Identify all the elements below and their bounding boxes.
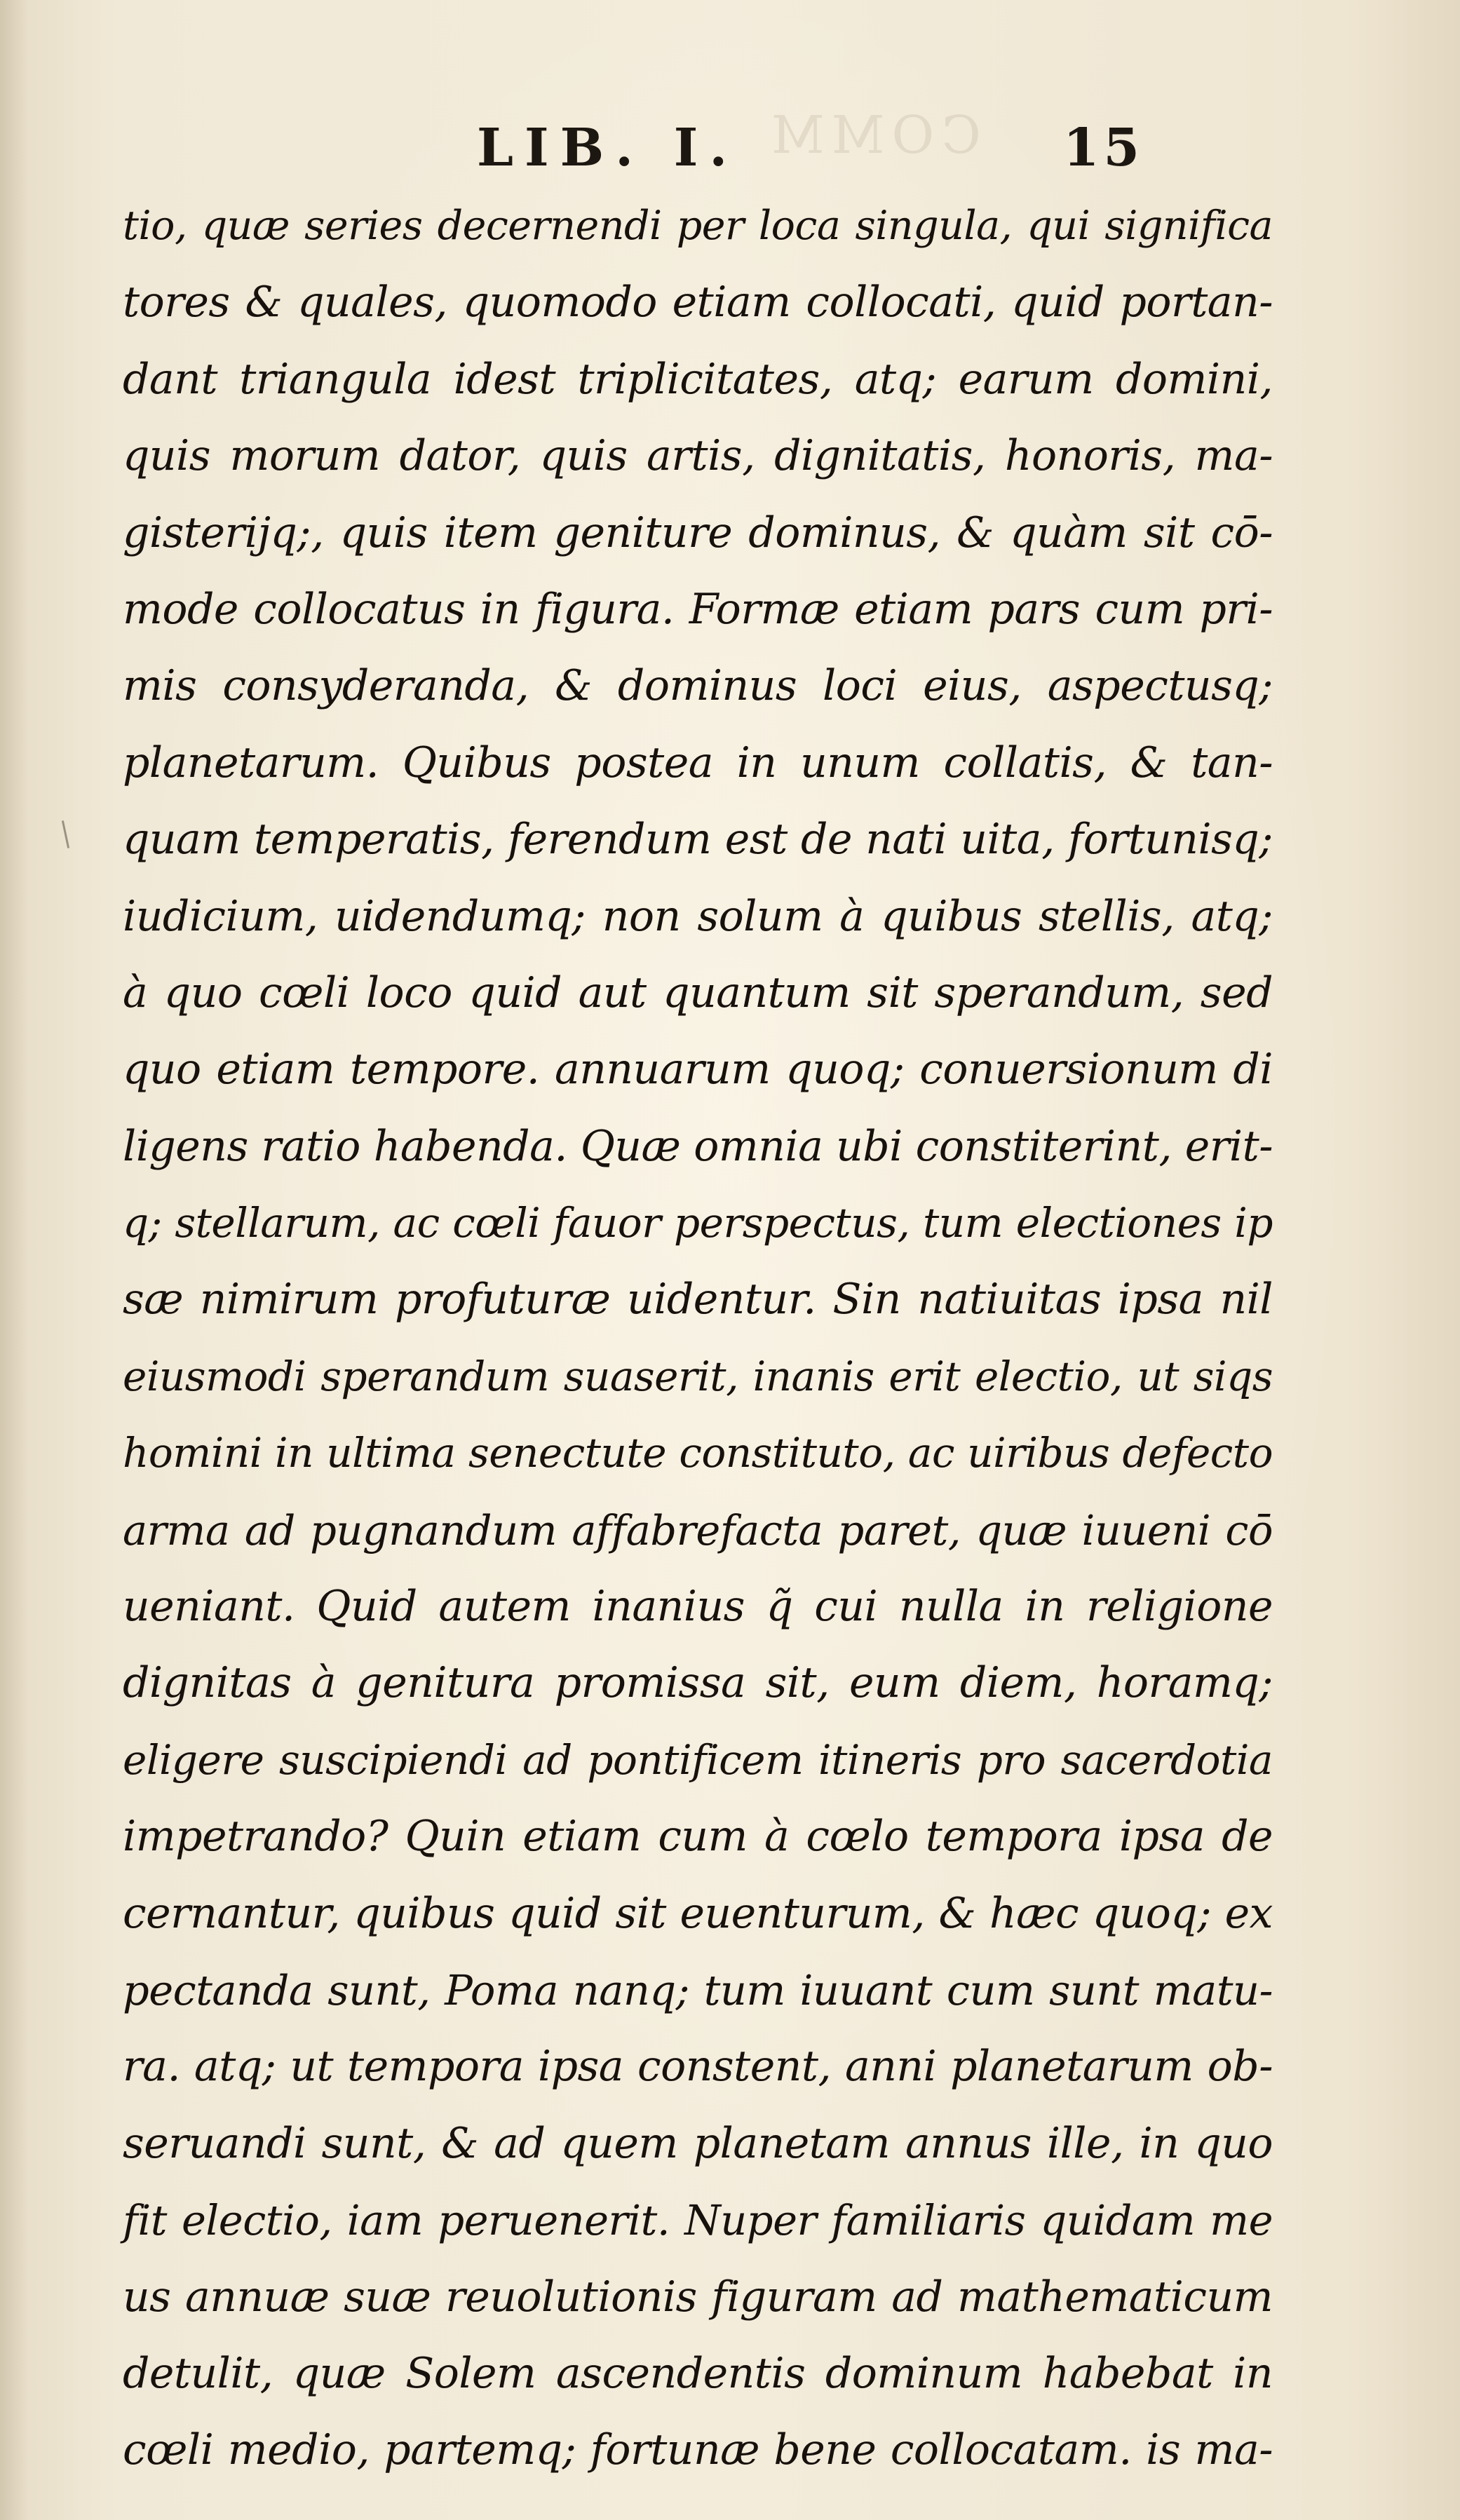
text-line: eiusmodi sperandum suaserit, inanis erit electio, ut siqs — [123, 1352, 1273, 1400]
text-line: us annuæ suæ reuolutionis figuram ad mathematicum — [123, 2272, 1273, 2322]
text-line: mode collocatus in figura. Formæ etiam pars cum pri- — [123, 584, 1273, 634]
text-line: mis consyderanda, & dominus loci eius, aspectusq; — [123, 661, 1273, 711]
text-line: detulit, quæ Solem ascendentis dominum habebat in — [123, 2348, 1273, 2398]
text-line: planetarum. Quibus postea in unum collatis, & tan- — [123, 738, 1273, 787]
text-line: iudicium, uidendumq; non solum à quibus stellis, atq; — [123, 891, 1273, 941]
text-line: quam temperatis, ferendum est de nati uita, fortunisq; — [123, 815, 1273, 865]
show-through-text: COMM — [764, 105, 981, 165]
text-line: arma ad pugnandum affabrefacta paret, quæ iuueni cō — [123, 1505, 1273, 1554]
text-line: dignitas à genitura promissa sit, eum diem, horamq; — [123, 1658, 1273, 1708]
text-line: pectanda sunt, Poma nanq; tum iuuant cum sunt matu- — [123, 1965, 1273, 2014]
text-line: gisterijq;, quis item geniture dominus, & quàm sit cō- — [123, 508, 1273, 557]
text-line: ueniant. Quid autem inanius q̃ cui nulla in religione — [123, 1582, 1273, 1632]
text-line: eligere suscipiendi ad pontificem itineris pro sacerdotia — [123, 1735, 1273, 1784]
text-line: cernantur, quibus quid sit euenturum, & hæc quoq; ex — [123, 1888, 1273, 1938]
text-line: homini in ultima senectute constituto, ac uiribus defecto — [123, 1429, 1273, 1477]
text-line: ligens ratio habenda. Quæ omnia ubi constiterint, erit- — [123, 1121, 1273, 1171]
text-line: dant triangula idest triplicitates, atq; earum domini, — [123, 354, 1273, 404]
text-line: q; stellarum, ac cœli fauor perspectus, tum electiones ip — [123, 1199, 1273, 1247]
text-line: impetrando? Quin etiam cum à cœlo tempora ipsa de — [123, 1812, 1273, 1862]
text-line: quis morum dator, quis artis, dignitatis, honoris, ma- — [123, 431, 1273, 481]
text-line: tores & quales, quomodo etiam collocati, quid portan- — [123, 278, 1273, 327]
running-head-book: LIB. I. — [477, 118, 739, 178]
running-head — [449, 118, 1248, 195]
text-line: seruandi sunt, & ad quem planetam annus ille, in quo — [123, 2118, 1273, 2168]
text-line: quo etiam tempore. annuarum quoq; conuersionum di — [123, 1045, 1273, 1095]
text-line: sæ nimirum profuturæ uidentur. Sin natiuitas ipsa nil — [123, 1275, 1273, 1325]
margin-mark — [62, 820, 69, 848]
text-line: à quo cœli loco quid aut quantum sit sperandum, sed — [123, 968, 1273, 1017]
text-line: tio, quæ series decernendi per loca singula, qui significa — [123, 203, 1273, 249]
text-block — [123, 188, 1273, 2489]
page-number: 15 — [1063, 118, 1144, 178]
page-gutter-shadow — [0, 0, 28, 2520]
text-line: cœli medio, partemq; fortunæ bene collocatam. is ma- — [123, 2425, 1273, 2475]
text-line: ra. atq; ut tempora ipsa constent, anni planetarum ob- — [123, 2042, 1273, 2092]
text-line: fit electio, iam peruenerit. Nuper familiaris quidam me — [123, 2196, 1273, 2245]
